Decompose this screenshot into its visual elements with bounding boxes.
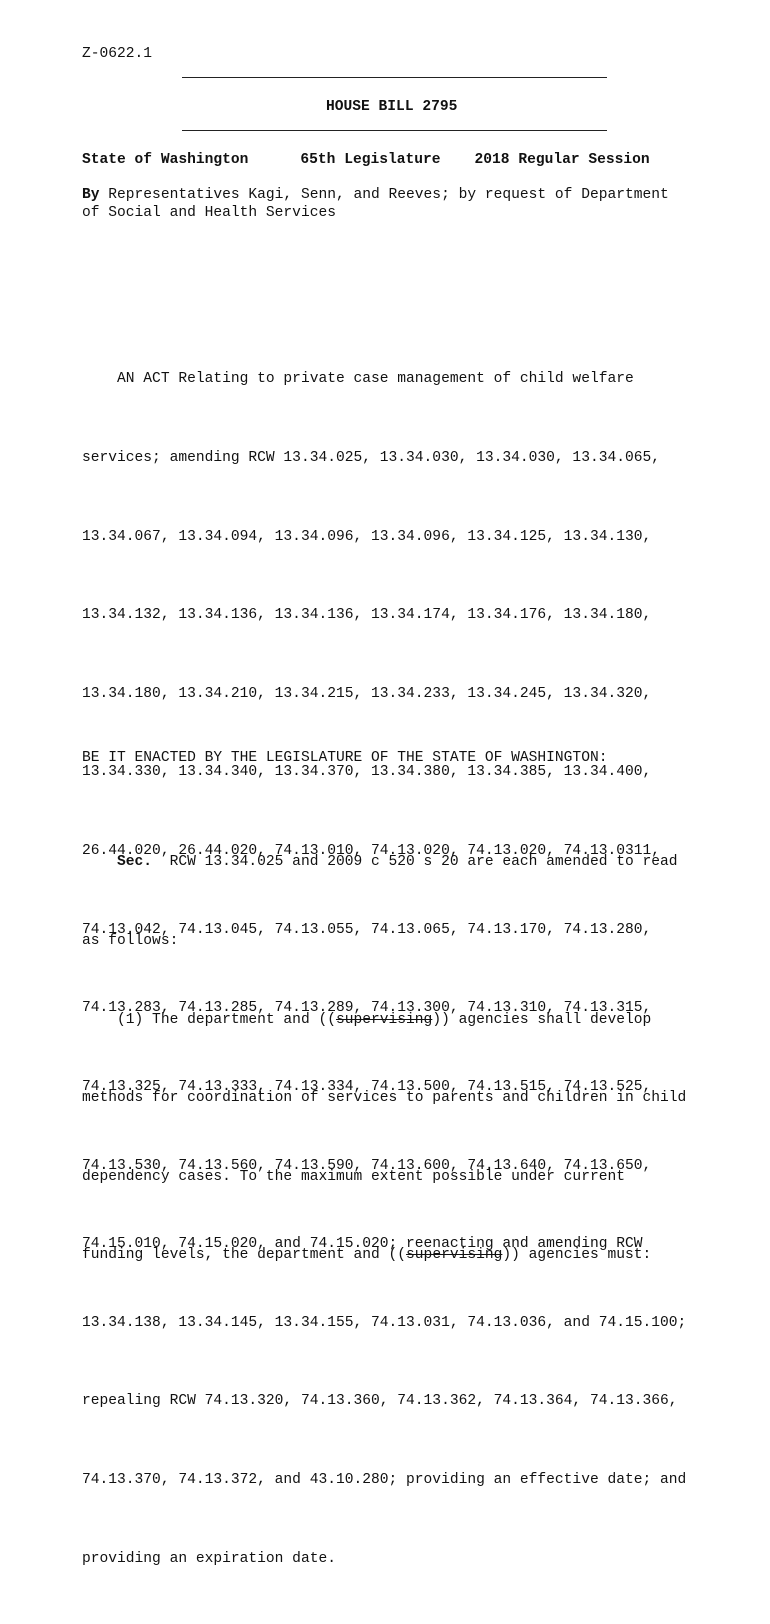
session-info-line: [82, 152, 650, 168]
act-line: 74.13.370, 74.13.372, and 43.10.280; providing an effective date; and: [82, 1471, 687, 1488]
legislature-name: 65th Legislature: [300, 152, 441, 168]
act-line: 26.44.020, 26.44.020, 74.13.010, 74.13.020, 74.13.020, 74.13.0311,: [82, 843, 661, 860]
sponsor-text-1: Representatives Kagi, Senn, and Reeves; by request of Department: [99, 187, 669, 203]
act-line: 13.34.180, 13.34.210, 13.34.215, 13.34.233, 13.34.245, 13.34.320,: [82, 685, 652, 702]
act-line: providing an expiration date.: [82, 1550, 336, 1567]
section-block: [82, 797, 722, 1321]
struck-text: supervising: [406, 1247, 503, 1264]
act-line: 74.13.283, 74.13.285, 74.13.289, 74.13.300, 74.13.310, 74.13.315,: [82, 1000, 652, 1017]
subsection-line: dependency cases. To the maximum extent possible under current: [82, 1168, 625, 1185]
enacting-clause: BE IT ENACTED BY THE LEGISLATURE OF THE STATE OF WASHINGTON:: [82, 750, 608, 766]
state-name: State of Washington: [82, 152, 249, 168]
subsection-line: (1) The department and ((supervising)) agencies shall develop: [82, 1011, 652, 1028]
section-label: Sec.: [117, 854, 153, 871]
act-line: 13.34.132, 13.34.136, 13.34.136, 13.34.174, 13.34.176, 13.34.180,: [82, 607, 652, 624]
section-heading-line-2: as follows:: [82, 933, 179, 950]
document-id: Z-0622.1: [82, 46, 153, 62]
sponsor-line-1: [82, 187, 669, 203]
act-line: 74.13.325, 74.13.333, 74.13.334, 74.13.500, 74.13.515, 74.13.525,: [82, 1078, 652, 1095]
act-line: 13.34.138, 13.34.145, 13.34.155, 74.13.031, 74.13.036, and 74.15.100;: [82, 1314, 687, 1331]
subsection-line: funding levels, the department and ((supervising)) agencies must:: [82, 1247, 652, 1264]
act-line: AN ACT Relating to private case management of child welfare: [82, 371, 634, 388]
subsection-line: methods for coordination of services to parents and children in child: [82, 1090, 687, 1107]
session-name: 2018 Regular Session: [474, 152, 650, 168]
struck-text: supervising: [335, 1011, 433, 1028]
bill-title: HOUSE BILL 2795: [326, 99, 458, 115]
act-line: repealing RCW 74.13.320, 74.13.360, 74.13.362, 74.13.364, 74.13.366,: [82, 1393, 678, 1410]
act-line: services; amending RCW 13.34.025, 13.34.030, 13.34.030, 13.34.065,: [82, 450, 661, 467]
sponsor-line-2: of Social and Health Services: [82, 205, 336, 221]
act-line: 13.34.330, 13.34.340, 13.34.370, 13.34.380, 13.34.385, 13.34.400,: [82, 764, 652, 781]
sponsor-by-label: By: [82, 187, 100, 203]
act-line: 13.34.067, 13.34.094, 13.34.096, 13.34.096, 13.34.125, 13.34.130,: [82, 528, 652, 545]
act-line: 74.13.530, 74.13.560, 74.13.590, 74.13.600, 74.13.640, 74.13.650,: [82, 1157, 652, 1174]
section-heading-text: RCW 13.34.025 and 2009 c 520 s 20 are each amended to read: [152, 854, 678, 871]
section-heading-line: [82, 849, 722, 875]
title-rule-top: [182, 77, 607, 78]
act-line: 74.15.010, 74.15.020, and 74.15.020; reenacting and amending RCW: [82, 1236, 643, 1253]
title-rule-bottom: [182, 130, 607, 131]
act-line: 74.13.042, 74.13.045, 74.13.055, 74.13.065, 74.13.170, 74.13.280,: [82, 921, 652, 938]
